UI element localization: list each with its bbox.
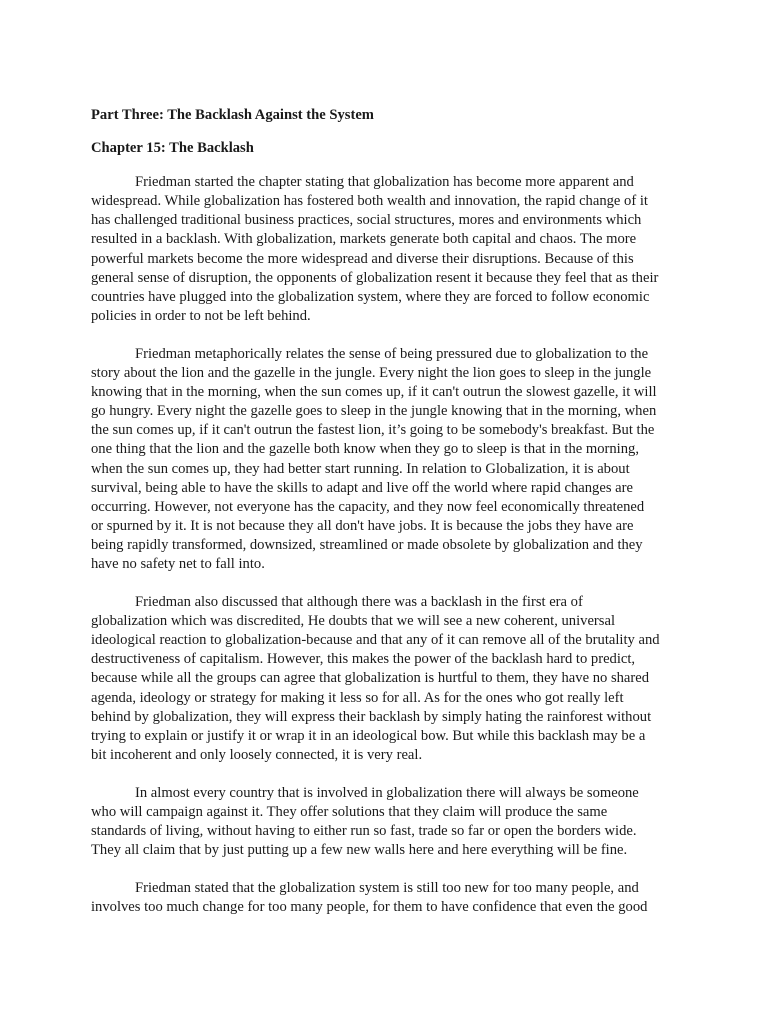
paragraph-line: one thing that the lion and the gazelle both know when they go to sleep is that in the morning, xyxy=(91,441,639,458)
paragraph-line: general sense of disruption, the opponents of globalization resent it because they feel that as their xyxy=(91,269,659,286)
paragraph xyxy=(91,593,681,765)
paragraph-line: destructiveness of capitalism. However, this makes the power of the backlash hard to predict, xyxy=(91,651,636,668)
paragraph xyxy=(91,879,681,917)
document-page xyxy=(91,106,681,936)
paragraph-line: Friedman started the chapter stating that globalization has become more apparent and xyxy=(135,174,634,191)
paragraph-line: In almost every country that is involved in globalization there will always be someone xyxy=(135,784,639,801)
paragraph-line: behind by globalization, they will express their backlash by simply hating the rainforest without xyxy=(91,708,652,725)
paragraph-line: story about the lion and the gazelle in the jungle. Every night the lion goes to sleep in the jungle xyxy=(91,365,652,382)
paragraph-line: who will campaign against it. They offer solutions that they claim will produce the same xyxy=(91,804,608,820)
paragraph-line: knowing that in the morning, when the sun comes up, if it can't outrun the slowest gazelle, it will xyxy=(91,384,657,401)
paragraph-line: globalization which was discredited, He doubts that we will see a new coherent, universal xyxy=(91,613,615,630)
paragraph-line: Friedman metaphorically relates the sense of being pressured due to globalization to the xyxy=(135,345,649,362)
paragraph-line: They all claim that by just putting up a few new walls here and here everything will be fine. xyxy=(91,842,628,859)
paragraph-line: has challenged traditional business practices, social structures, mores and environments which xyxy=(91,212,642,229)
paragraph-line: countries have plugged into the globalization system, where they are forced to follow economic xyxy=(91,288,650,305)
paragraph-line: being rapidly transformed, downsized, streamlined or made obsolete by globalization and they xyxy=(91,536,643,553)
paragraph-line: survival, being able to have the skills to adapt and live off the world where rapid changes are xyxy=(91,479,633,496)
paragraph-line: Friedman also discussed that although there was a backlash in the first era of xyxy=(135,594,583,611)
paragraph xyxy=(91,784,681,860)
paragraph-line: when the sun comes up, they had better start running. In relation to Globalization, it is about xyxy=(91,460,630,477)
paragraph xyxy=(91,173,681,326)
paragraph-line: bit incoherent and only loosely connected, it is very real. xyxy=(91,746,423,763)
paragraph-line: ideological reaction to globalization-because and that any of it can remove all of the brutality and xyxy=(91,632,660,649)
body-text xyxy=(91,173,681,917)
paragraph-line: policies in order to not be left behind. xyxy=(91,307,311,324)
paragraph-line: or spurned by it. It is not because they all don't have jobs. It is because the jobs they have are xyxy=(91,517,634,534)
paragraph-line: trying to explain or justify it or wrap it in an ideological bow. But while this backlash may be a xyxy=(91,727,646,744)
paragraph-line: occurring. However, not everyone has the capacity, and they now feel economically threatened xyxy=(91,498,645,515)
paragraph-line: involves too much change for too many people, for them to have confidence that even the good xyxy=(91,899,648,916)
paragraph-line: because while all the groups can agree that globalization is hurtful to them, they have no shared xyxy=(91,670,650,687)
paragraph-line: powerful markets become the more widespread and diverse their disruptions. Because of this xyxy=(91,250,634,267)
paragraph-line: go hungry. Every night the gazelle goes to sleep in the jungle knowing that in the morning, when xyxy=(91,403,657,420)
paragraph-line: widespread. While globalization has fostered both wealth and innovation, the rapid change of it xyxy=(91,193,648,210)
paragraph xyxy=(91,345,681,574)
paragraph-line: agenda, ideology or strategy for making it less so for all. As for the ones who got really left xyxy=(91,689,624,706)
paragraph-line: standards of living, without having to either run so fast, trade so far or open the borders wide. xyxy=(91,823,637,840)
part-heading: Part Three: The Backlash Against the System xyxy=(91,107,374,123)
paragraph-line: have no safety net to fall into. xyxy=(91,555,265,572)
paragraph-line: Friedman stated that the globalization system is still too new for too many people, and xyxy=(135,880,639,897)
paragraph-line: resulted in a backlash. With globalization, markets generate both capital and chaos. The more xyxy=(91,231,637,248)
chapter-heading: Chapter 15: The Backlash xyxy=(91,140,254,157)
paragraph-line: the sun comes up, if it can't outrun the fastest lion, it’s going to be somebody's breakfast. But the xyxy=(91,422,655,439)
